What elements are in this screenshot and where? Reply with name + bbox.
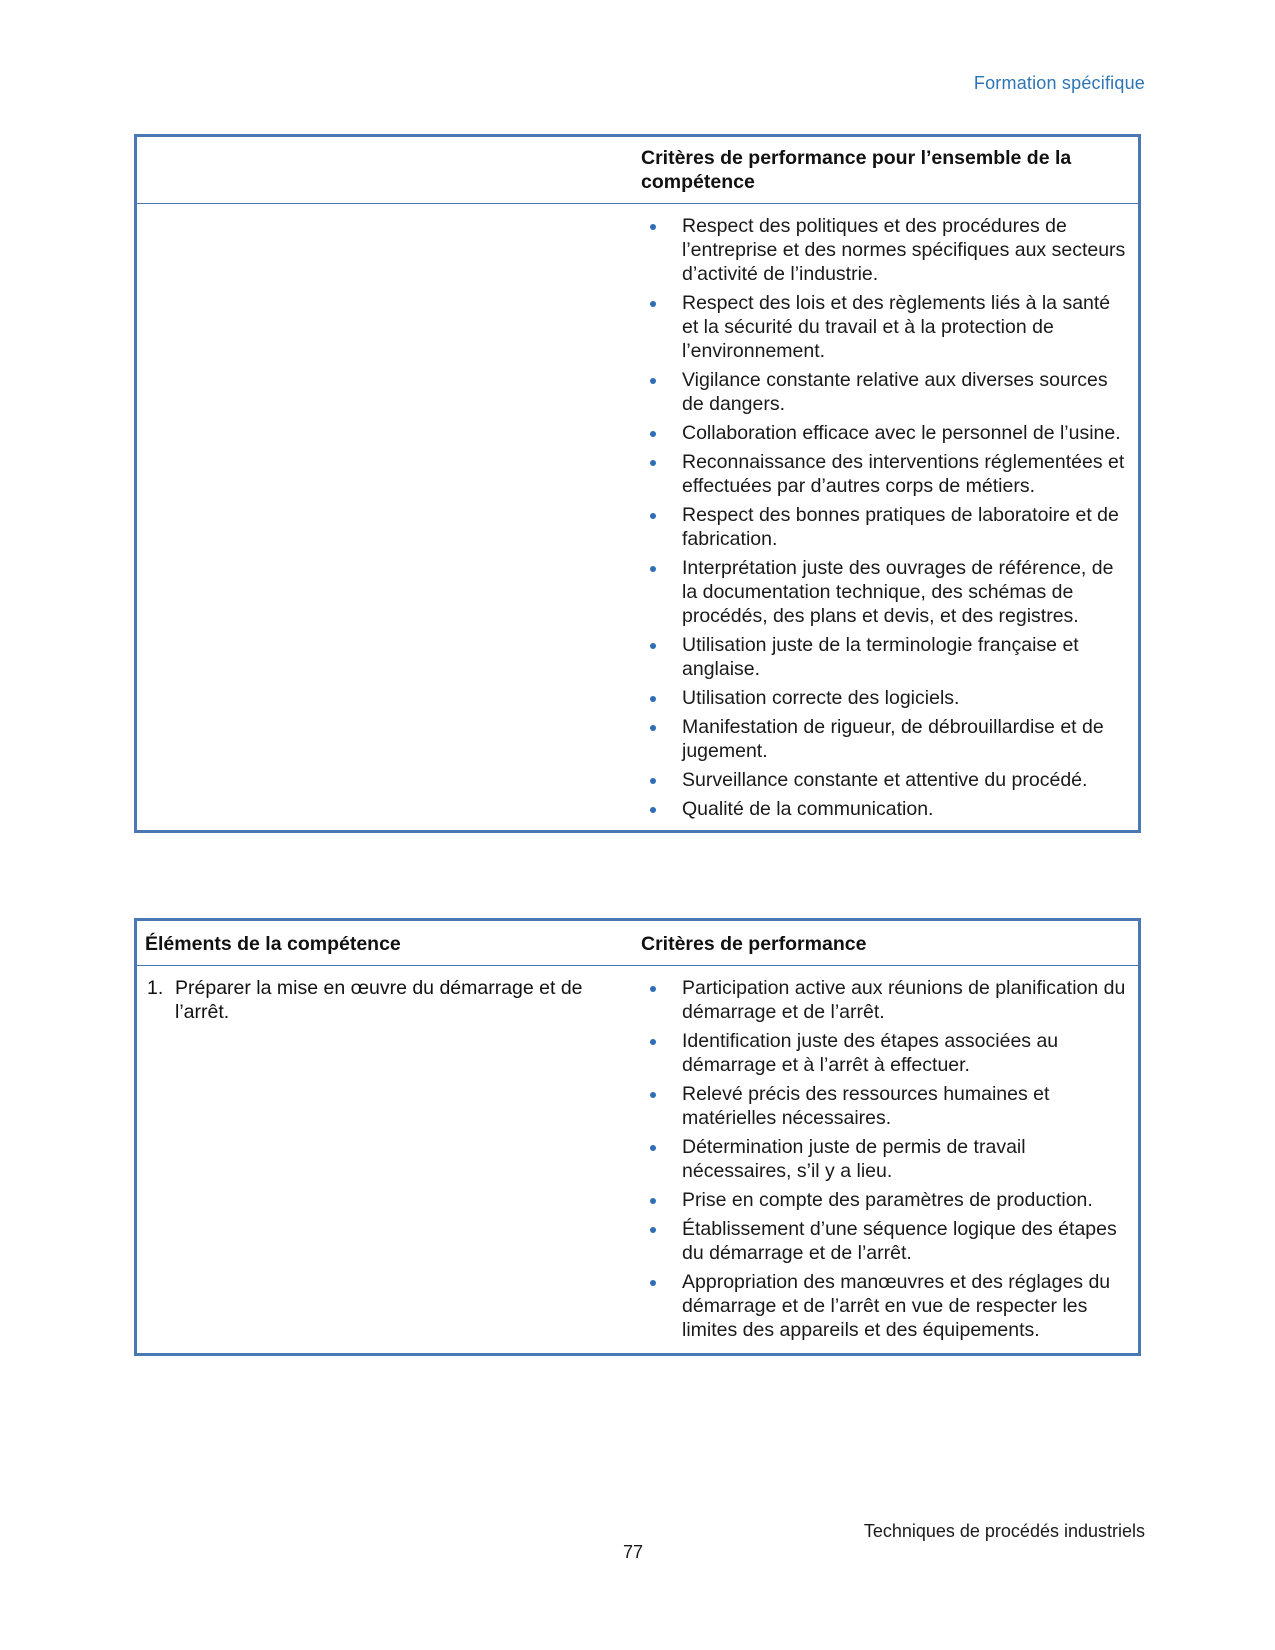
bullet-icon <box>650 460 656 466</box>
bullet-icon <box>650 513 656 519</box>
element-criteria-list <box>641 966 1128 1353</box>
list-item <box>641 633 1128 681</box>
bullet-icon <box>650 807 656 813</box>
bullet-icon <box>650 1092 656 1098</box>
criterion-text: Qualité de la communication. <box>682 798 934 820</box>
list-item <box>641 1270 1128 1342</box>
bullet-icon <box>650 1039 656 1045</box>
elements-header-left <box>137 921 637 965</box>
criterion-text: Utilisation juste de la terminologie française et anglaise. <box>682 634 1079 680</box>
list-item <box>641 1188 1128 1212</box>
criterion-text: Reconnaissance des interventions réglementées et effectuées par d’autres corps de métiers. <box>682 451 1125 497</box>
bullet-icon <box>650 643 656 649</box>
bullet-icon <box>650 431 656 437</box>
elements-body-left <box>137 966 637 1353</box>
competence-element <box>145 966 629 1024</box>
bullet-icon <box>650 725 656 731</box>
list-item <box>641 214 1128 286</box>
list-item <box>641 1135 1128 1183</box>
list-item <box>641 291 1128 363</box>
list-item <box>641 1217 1128 1265</box>
criterion-text: Respect des lois et des règlements liés à la santé et la sécurité du travail et à la protection de l’environnement. <box>682 292 1111 362</box>
list-item <box>641 797 1128 821</box>
criterion-text: Détermination juste de permis de travail nécessaires, s’il y a lieu. <box>682 1136 1026 1182</box>
bullet-icon <box>650 778 656 784</box>
bullet-icon <box>650 1227 656 1233</box>
bullet-icon <box>650 1198 656 1204</box>
performance-criteria-heading: Critères de performance <box>641 933 867 955</box>
bullet-icon <box>650 224 656 230</box>
list-item <box>641 556 1128 628</box>
general-criteria-body-row <box>137 204 1138 830</box>
list-item <box>641 715 1128 763</box>
element-number: 1. <box>147 977 164 999</box>
general-criteria-header-left <box>137 137 637 203</box>
list-item <box>641 503 1128 551</box>
element-text: Préparer la mise en œuvre du démarrage et de l’arrêt. <box>175 977 583 1023</box>
list-item <box>641 768 1128 792</box>
criterion-text: Surveillance constante et attentive du procédé. <box>682 769 1088 791</box>
bullet-icon <box>650 566 656 572</box>
criterion-text: Participation active aux réunions de planification du démarrage et de l’arrêt. <box>682 977 1126 1023</box>
general-criteria-body-left <box>137 204 637 830</box>
bullet-icon <box>650 378 656 384</box>
list-item <box>641 976 1128 1024</box>
general-criteria-heading: Critères de performance pour l’ensemble de la compétence <box>641 147 1072 193</box>
criterion-text: Identification juste des étapes associées au démarrage et à l’arrêt à effectuer. <box>682 1030 1059 1076</box>
list-item <box>641 1082 1128 1130</box>
elements-body-right <box>637 966 1138 1353</box>
criterion-text: Utilisation correcte des logiciels. <box>682 687 960 709</box>
criterion-text: Respect des bonnes pratiques de laboratoire et de fabrication. <box>682 504 1119 550</box>
criterion-text: Prise en compte des paramètres de production. <box>682 1189 1093 1211</box>
list-item <box>641 421 1128 445</box>
bullet-icon <box>650 986 656 992</box>
list-item <box>641 686 1128 710</box>
general-criteria-table <box>134 134 1141 833</box>
general-criteria-header-row <box>137 137 1138 204</box>
footer-program-title: Techniques de procédés industriels <box>863 1521 1145 1541</box>
bullet-icon <box>650 696 656 702</box>
elements-table <box>134 918 1141 1356</box>
criterion-text: Collaboration efficace avec le personnel de l’usine. <box>682 422 1121 444</box>
elements-header-right <box>637 921 1138 965</box>
general-criteria-header-right <box>637 137 1138 203</box>
bullet-icon <box>650 301 656 307</box>
criterion-text: Relevé précis des ressources humaines et matérielles nécessaires. <box>682 1083 1050 1129</box>
general-criteria-list <box>641 204 1128 830</box>
criterion-text: Appropriation des manœuvres et des réglages du démarrage et de l’arrêt en vue de respecter les limites des appareils et des équipements. <box>682 1271 1111 1341</box>
list-item <box>641 368 1128 416</box>
criterion-text: Respect des politiques et des procédures de l’entreprise et des normes spécifiques aux secteurs d’activité de l’industrie. <box>682 215 1126 285</box>
general-criteria-body-right <box>637 204 1138 830</box>
elements-body-row <box>137 966 1138 1353</box>
bullet-icon <box>650 1145 656 1151</box>
criterion-text: Vigilance constante relative aux diverses sources de dangers. <box>682 369 1108 415</box>
bullet-icon <box>650 1280 656 1286</box>
list-item <box>641 450 1128 498</box>
criterion-text: Établissement d’une séquence logique des étapes du démarrage et de l’arrêt. <box>682 1218 1117 1264</box>
criterion-text: Interprétation juste des ouvrages de référence, de la documentation technique, des schémas de procédés, des plans et devis, et des registres. <box>682 557 1114 627</box>
list-item <box>641 1029 1128 1077</box>
criterion-text: Manifestation de rigueur, de débrouillardise et de jugement. <box>682 716 1104 762</box>
elements-heading: Éléments de la compétence <box>145 933 401 955</box>
running-header: Formation spécifique <box>973 73 1145 93</box>
page-number: 77 <box>623 1542 644 1562</box>
elements-header-row <box>137 921 1138 966</box>
